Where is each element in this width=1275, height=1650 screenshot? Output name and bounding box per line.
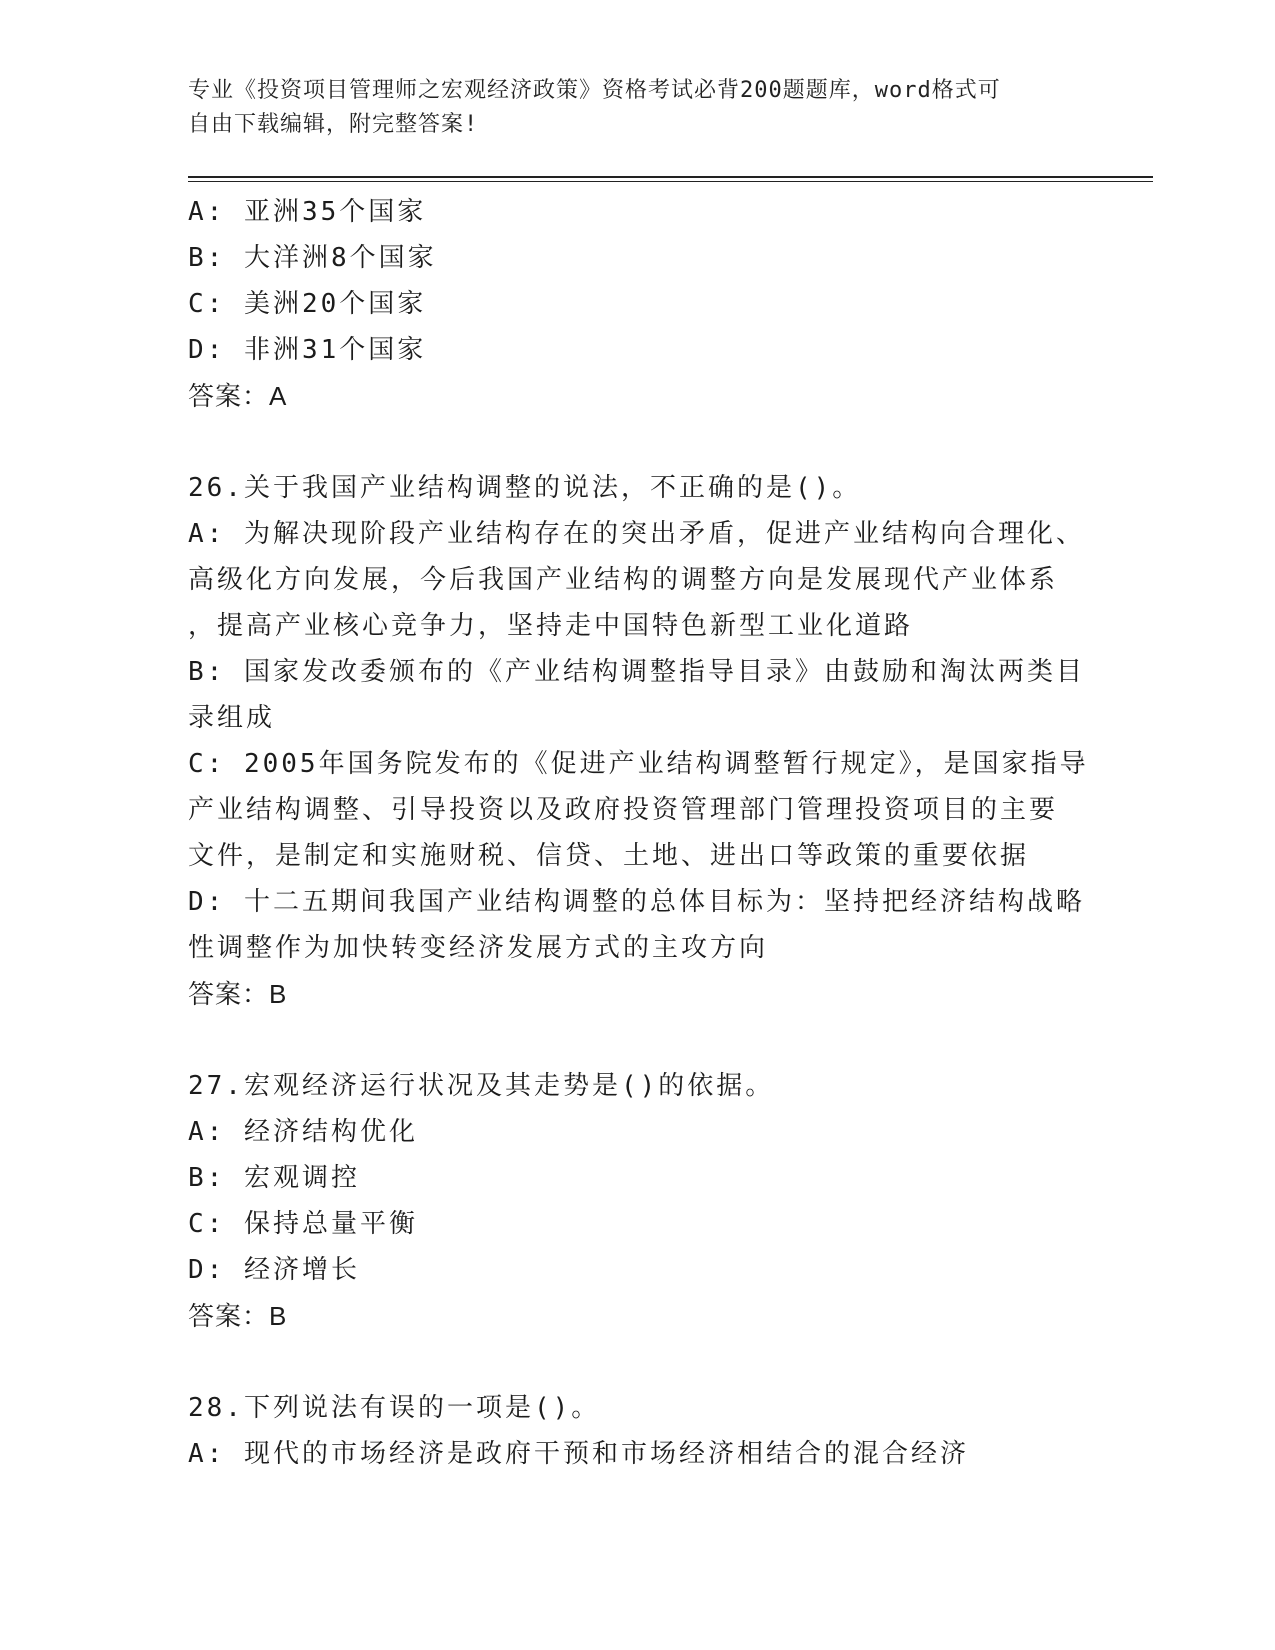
question-stem: 28.下列说法有误的一项是()。	[188, 1393, 601, 1423]
document-header	[188, 74, 1088, 142]
option-b: B: 国家发改委颁布的《产业结构调整指导目录》由鼓励和淘汰两类目	[188, 657, 1085, 687]
option-a-cont: ，提高产业核心竞争力，坚持走中国特色新型工业化道路	[188, 611, 914, 641]
question-28	[188, 1385, 1088, 1477]
header-line: 自由下载编辑，附完整答案!	[188, 112, 479, 137]
question-27	[188, 1063, 1088, 1339]
question-stem: 26.关于我国产业结构调整的说法，不正确的是()。	[188, 473, 862, 503]
spacer	[188, 1339, 1088, 1385]
question-26	[188, 465, 1088, 1017]
option-d: D: 非洲31个国家	[188, 335, 427, 365]
option-b-cont: 录组成	[188, 703, 276, 733]
option-b: B: 宏观调控	[188, 1163, 360, 1193]
option-c: C: 美洲20个国家	[188, 289, 427, 319]
question-25	[188, 189, 1088, 419]
answer-text: 答案：A	[188, 381, 288, 411]
spacer	[188, 419, 1088, 465]
option-a: A: 亚洲35个国家	[188, 197, 427, 227]
question-list	[188, 189, 1088, 1477]
option-a-cont: 高级化方向发展，今后我国产业结构的调整方向是发展现代产业体系	[188, 565, 1059, 595]
option-c: C: 保持总量平衡	[188, 1209, 418, 1239]
option-c-cont: 文件，是制定和实施财税、信贷、土地、进出口等政策的重要依据	[188, 841, 1030, 871]
question-stem: 27.宏观经济运行状况及其走势是()的依据。	[188, 1071, 775, 1101]
option-d: D: 十二五期间我国产业结构调整的总体目标为：坚持把经济结构战略	[188, 887, 1085, 917]
spacer	[188, 1017, 1088, 1063]
option-d: D: 经济增长	[188, 1255, 360, 1285]
option-a: A: 现代的市场经济是政府干预和市场经济相结合的混合经济	[188, 1439, 969, 1469]
option-c: C: 2005年国务院发布的《促进产业结构调整暂行规定》，是国家指导	[188, 749, 1089, 779]
answer-text: 答案：B	[188, 1301, 288, 1331]
option-c-cont: 产业结构调整、引导投资以及政府投资管理部门管理投资项目的主要	[188, 795, 1059, 825]
header-divider	[188, 181, 1153, 182]
header-divider	[188, 176, 1153, 178]
header-line: 专业《投资项目管理师之宏观经济政策》资格考试必背200题题库，word格式可	[188, 78, 1001, 103]
option-b: B: 大洋洲8个国家	[188, 243, 437, 273]
option-a: A: 为解决现阶段产业结构存在的突出矛盾，促进产业结构向合理化、	[188, 519, 1085, 549]
answer-text: 答案：B	[188, 979, 288, 1009]
option-d-cont: 性调整作为加快转变经济发展方式的主攻方向	[188, 933, 769, 963]
option-a: A: 经济结构优化	[188, 1117, 418, 1147]
